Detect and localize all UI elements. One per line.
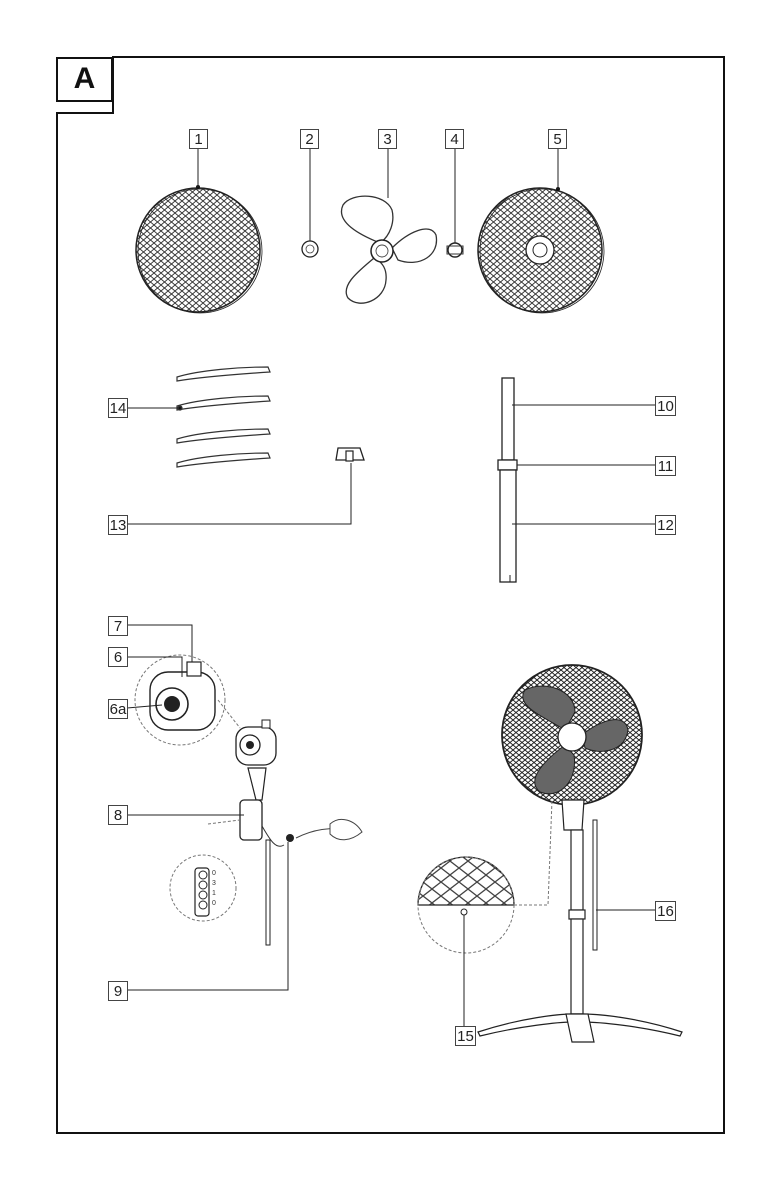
assembled-fan xyxy=(478,665,682,1042)
front-grill xyxy=(478,148,604,313)
motor-head-detail xyxy=(127,625,240,745)
switch-label: 3 xyxy=(212,880,216,887)
callout-11: 11 xyxy=(655,456,676,476)
rear-grill xyxy=(136,148,262,313)
callout-7: 7 xyxy=(108,616,128,636)
callout-1: 1 xyxy=(189,129,208,149)
switch-labels xyxy=(212,869,216,909)
callout-10: 10 xyxy=(655,396,676,416)
callout-12: 12 xyxy=(655,515,676,535)
switch-label: 0 xyxy=(212,870,216,877)
base-legs xyxy=(127,367,270,467)
callout-4: 4 xyxy=(445,129,464,149)
blade-spinner xyxy=(447,148,463,257)
callout-6a: 6a xyxy=(109,701,127,718)
fan-blade xyxy=(341,148,436,303)
callout-3: 3 xyxy=(378,129,397,149)
callout-2: 2 xyxy=(300,129,319,149)
figure-letter-badge: A xyxy=(56,57,113,102)
switch-label: 0 xyxy=(212,900,216,907)
callout-5: 5 xyxy=(548,129,567,149)
callout-16: 16 xyxy=(655,901,676,921)
callout-9: 9 xyxy=(108,981,128,1001)
grill-clip-detail xyxy=(418,800,552,1026)
callout-8: 8 xyxy=(108,805,128,825)
fan-body-assembly xyxy=(127,720,362,990)
switch-panel-detail xyxy=(170,820,240,921)
callout-6: 6 xyxy=(108,647,128,667)
telescopic-pole xyxy=(498,378,656,582)
callout-13: 13 xyxy=(109,517,127,534)
callout-15: 15 xyxy=(455,1026,476,1046)
grill-nut xyxy=(302,148,318,257)
callout-14: 14 xyxy=(109,400,127,417)
switch-label: 1 xyxy=(212,890,216,897)
